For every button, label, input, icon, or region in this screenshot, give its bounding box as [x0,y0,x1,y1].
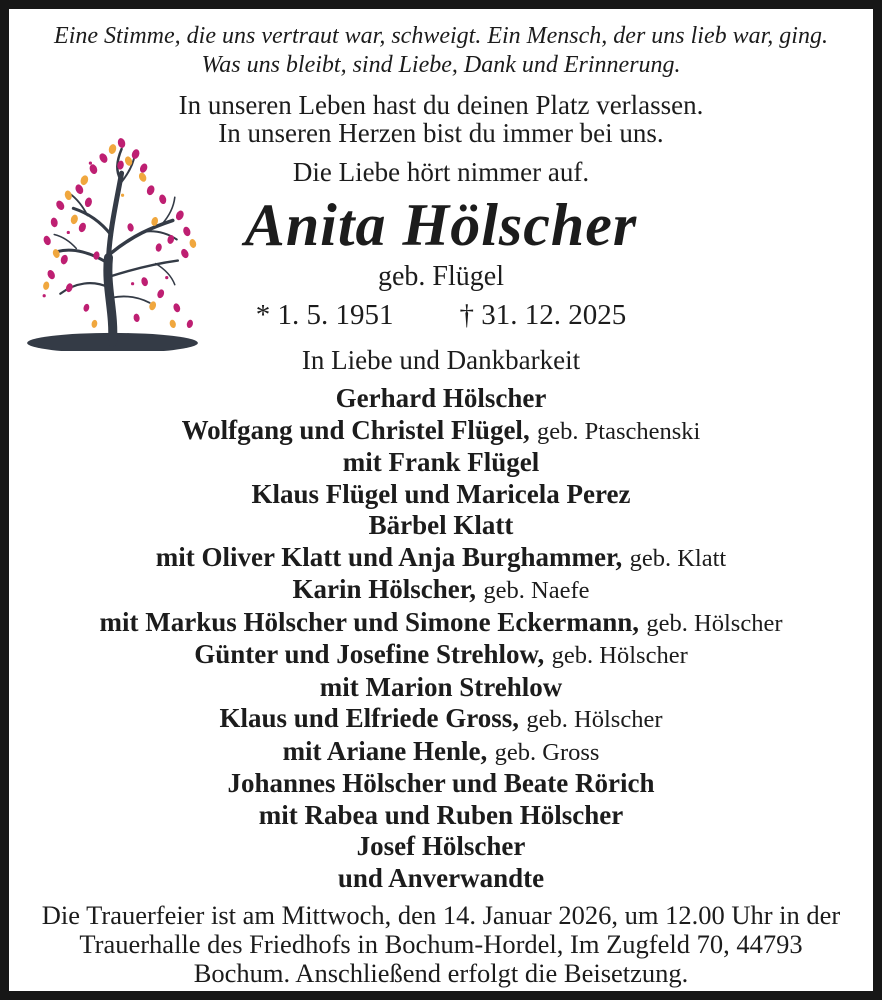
mourner-name: Klaus und Elfriede Gross, [219,703,520,733]
mourner-line [9,703,873,736]
intro-line-1: In unseren Leben hast du deinen Platz verlassen. [178,90,704,120]
mourner-name: mit Marion Strehlow [319,671,563,702]
intro-verse [9,91,873,147]
epigraph-line-2: Was uns bleibt, sind Liebe, Dank und Erinnerung. [201,52,681,78]
intro-line-2: In unseren Herzen bist du immer bei uns. [218,118,664,148]
mourner-name: Wolfgang und Christel Flügel, [181,414,530,445]
mourner-line [9,447,873,479]
mourner-line [9,479,873,511]
birth-date: * 1. 5. 1951 [255,299,394,331]
mourner-name: Josef Hölscher [356,831,526,861]
deceased-maiden-name: geb. Flügel [378,261,504,292]
mourner-line [9,542,873,575]
mourner-line [9,672,873,704]
mourner-line [9,574,873,607]
obituary-content [9,9,873,991]
mourner-name: Johannes Hölscher und Beate Rörich [227,768,655,798]
mourner-name: und Anverwandte [337,862,545,893]
mourner-name: mit Markus Hölscher und Simone Eckermann, [99,606,640,637]
mourner-line [9,607,873,640]
mourner-maiden-name: geb. Hölscher [646,609,783,637]
mourner-line [9,639,873,672]
mourner-line [9,800,873,832]
funeral-line-2: Trauerhalle des Friedhofs in Bochum-Hordel, Im Zugfeld 70, 44793 [79,929,803,959]
mourner-maiden-name: geb. Hölscher [551,642,688,669]
mourner-name: mit Rabea und Ruben Hölscher [258,799,624,830]
mourner-name: mit Frank Flügel [342,447,540,477]
funeral-line-1: Die Trauerfeier ist am Mittwoch, den 14. Januar 2026, um 12.00 Uhr in der [41,900,841,930]
funeral-details [9,901,873,988]
mourner-line [9,383,873,415]
mourner-line [9,510,873,542]
mourner-line [9,831,873,863]
mourner-name: Gerhard Hölscher [335,383,547,413]
mourner-line [9,768,873,800]
mourner-name: Klaus Flügel und Maricela Perez [251,478,631,509]
mourner-line [9,415,873,448]
mourner-name: mit Oliver Klatt und Anja Burghammer, [155,541,623,572]
life-dates [9,299,873,331]
mourner-maiden-name: geb. Ptaschenski [537,417,701,445]
mourner-name: mit Ariane Henle, [282,735,488,766]
mourner-maiden-name: geb. Naefe [483,577,590,604]
mourner-name: Günter und Josefine Strehlow, [194,639,545,669]
mourner-line [9,736,873,769]
epigraph-line-1: Eine Stimme, die uns vertraut war, schweigt. Ein Mensch, der uns lieb war, ging. [54,23,828,49]
dedication-line: In Liebe und Dankbarkeit [301,345,581,375]
funeral-line-3: Bochum. Anschließend erfolgt die Beisetzung. [193,958,689,988]
deceased-name: Anita Hölscher [244,192,638,258]
mourner-name: Karin Hölscher, [292,574,477,604]
mourner-maiden-name: geb. Klatt [629,544,727,572]
love-line: Die Liebe hört nimmer auf. [292,157,590,187]
mourner-maiden-name: geb. Gross [494,738,600,766]
mourner-line [9,863,873,895]
mourners-list [9,383,873,894]
death-date: † 31. 12. 2025 [459,299,627,331]
mourner-name: Bärbel Klatt [368,510,514,540]
mourner-maiden-name: geb. Hölscher [526,706,663,733]
epigraph [9,22,873,80]
